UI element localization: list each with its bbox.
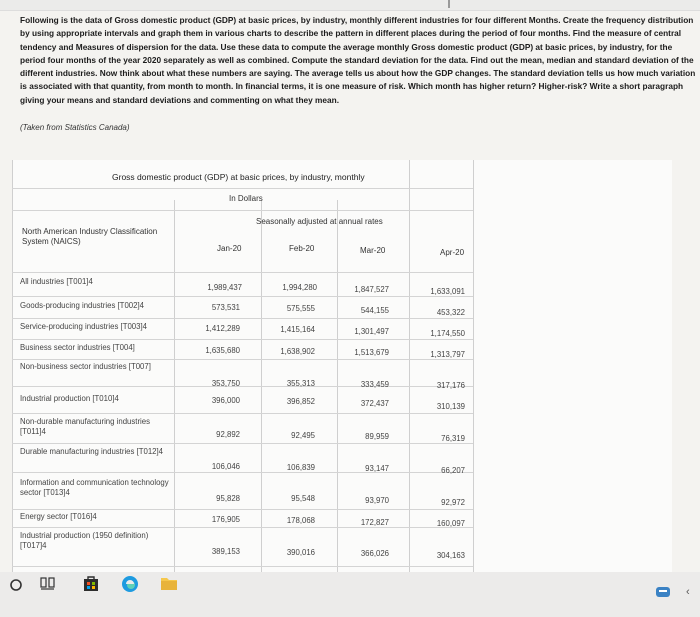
- row-label: Energy sector [T016]4: [20, 512, 97, 521]
- row-label: Business sector industries [T004]: [20, 343, 135, 352]
- grid-line: [12, 386, 473, 387]
- table-cell: 106,839: [286, 463, 315, 472]
- grid-line: [12, 188, 473, 189]
- table-cell: 92,495: [291, 431, 315, 440]
- table-title: Gross domestic product (GDP) at basic prices, by industry, monthly: [112, 172, 365, 182]
- top-bar: [0, 0, 700, 11]
- task-view-icon[interactable]: [40, 575, 56, 595]
- grid-line: [12, 527, 473, 528]
- table-cell: 544,155: [360, 306, 389, 315]
- table-cell: 389,153: [211, 547, 240, 556]
- table-cell: 366,026: [360, 549, 389, 558]
- table-cell: 93,147: [365, 464, 389, 473]
- table-cell: 317,176: [436, 381, 465, 390]
- table-cell: 66,207: [441, 466, 465, 475]
- table-cell: 89,959: [365, 432, 389, 441]
- table-cell: 372,437: [360, 399, 389, 408]
- grid-line: [12, 339, 473, 340]
- source-note: (Taken from Statistics Canada): [20, 123, 130, 132]
- grid-line: [12, 272, 473, 273]
- store-icon[interactable]: [82, 574, 100, 596]
- table-cell: 1,847,527: [354, 285, 389, 294]
- table-cell: 353,750: [211, 379, 240, 388]
- window-edge-mark: [448, 0, 450, 8]
- search-circle-icon[interactable]: [9, 576, 23, 596]
- table-cell: 333,459: [360, 380, 389, 389]
- table-cell: 1,513,679: [354, 348, 389, 357]
- row-label: Non-business sector industries [T007]: [20, 362, 151, 371]
- table-cell: 95,828: [216, 494, 240, 503]
- question-text: Following is the data of Gross domestic product (GDP) at basic prices, by industry, monthly different industries for four different Months. Create the frequency distribution by using appropriate intervals and graph them in various charts to describe the pattern in different places during the period of four months. Find the measure of central tendency and Measures of dispersion for the data. Use these data to compute the average monthly Gross domestic product (GDP) at basic prices, by industry, for the period four months of the year 2020 separately as well as combined. Compute the standard deviation for the data. Find out the mean, median and standard deviation of the different industries. Now think about what these numbers are saying. The average tells us about how the GDP changes. The standard deviation tells us how much variation is associated with that quantity, from month to month. In financial terms, it is one measure of risk. Which month has higher return? Higher-risk? Write a short paragraph giving your means and standard deviations and commenting on what they mean.: [20, 15, 696, 105]
- table-cell: 176,905: [211, 515, 240, 524]
- table-cell: 1,313,797: [430, 350, 465, 359]
- grid-line: [12, 509, 473, 510]
- table-cell: 1,633,091: [430, 287, 465, 296]
- month-header: Feb-20: [289, 244, 315, 253]
- row-label: Non-durable manufacturing industries [T011]4: [20, 417, 151, 436]
- grid-line: [12, 472, 473, 473]
- month-header: Mar-20: [360, 246, 386, 255]
- row-label: Goods-producing industries [T002]4: [20, 301, 144, 310]
- table-cell: 390,016: [286, 548, 315, 557]
- table-unit: In Dollars: [229, 194, 263, 203]
- row-label: Information and communication technology sector [T013]4: [20, 478, 169, 497]
- grid-line: [12, 566, 473, 567]
- row-label: Service-producing industries [T003]4: [20, 322, 147, 331]
- seasonal-note: Seasonally adjusted at annual rates: [256, 217, 383, 226]
- table-cell: 95,548: [291, 494, 315, 503]
- table-cell: 396,000: [211, 396, 240, 405]
- table-cell: 575,555: [286, 304, 315, 313]
- table-cell: 304,163: [436, 551, 465, 560]
- file-explorer-icon[interactable]: [160, 575, 178, 595]
- chevron-left-icon[interactable]: ‹: [686, 586, 690, 598]
- table-cell: 1,174,550: [430, 329, 465, 338]
- grid-line: [12, 318, 473, 319]
- table-cell: 178,068: [286, 516, 315, 525]
- taskbar: [0, 572, 700, 617]
- edge-browser-icon[interactable]: [121, 575, 139, 597]
- month-header: Jan-20: [217, 244, 242, 253]
- gdp-table: [12, 160, 672, 572]
- table-cell: 93,970: [365, 496, 389, 505]
- grid-line: [12, 413, 473, 414]
- month-header: Apr-20: [440, 248, 465, 257]
- table-cell: 355,313: [286, 379, 315, 388]
- table-cell: 160,097: [436, 519, 465, 528]
- grid-line: [12, 296, 473, 297]
- table-cell: 1,994,280: [282, 283, 317, 292]
- table-cell: 453,322: [436, 308, 465, 317]
- grid-line: [12, 210, 473, 211]
- row-label: Durable manufacturing industries [T012]4: [20, 447, 164, 456]
- grid-line: [409, 160, 410, 572]
- grid-line: [473, 160, 474, 572]
- row-label: Industrial production [T010]4: [20, 394, 119, 403]
- table-cell: 76,319: [441, 434, 465, 443]
- grid-line: [12, 443, 473, 444]
- table-cell: 106,046: [211, 462, 240, 471]
- table-cell: 92,892: [216, 430, 240, 439]
- grid-line: [12, 359, 473, 360]
- table-cell: 1,635,680: [205, 346, 240, 355]
- table-cell: 92,972: [441, 498, 465, 507]
- row-label: All industries [T001]4: [20, 277, 93, 286]
- table-cell: 573,531: [211, 303, 240, 312]
- row-label: Industrial production (1950 definition) [T017]4: [20, 531, 149, 550]
- chat-bubble-icon[interactable]: [655, 584, 671, 604]
- table-cell: 1,415,164: [280, 325, 315, 334]
- table-cell: 310,139: [436, 402, 465, 411]
- table-cell: 1,989,437: [207, 283, 242, 292]
- table-cell: 172,827: [360, 518, 389, 527]
- table-cell: 1,638,902: [280, 347, 315, 356]
- naics-header: North American Industry Classification System (NAICS): [22, 227, 158, 246]
- table-cell: 1,301,497: [354, 327, 389, 336]
- table-cell: 396,852: [286, 397, 315, 406]
- table-cell: 1,412,289: [205, 324, 240, 333]
- grid-line: [12, 160, 13, 572]
